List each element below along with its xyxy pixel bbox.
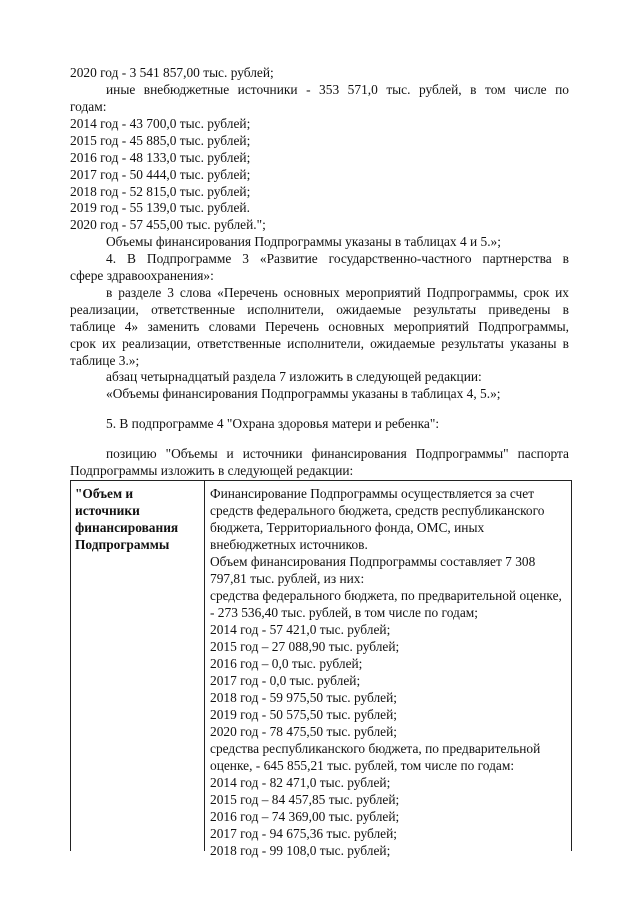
content-line: 2014 год - 82 471,0 тыс. рублей;	[210, 775, 391, 790]
text-line: «Объемы финансирования Подпрограммы указаны в таблицах 4, 5.»;	[106, 386, 501, 401]
text-line: абзац четырнадцатый раздела 7 изложить в следующей редакции:	[106, 369, 482, 384]
content-line: средства федерального бюджета, по предварительной оценке,	[210, 588, 562, 603]
content-line: 2018 год - 59 975,50 тыс. рублей;	[210, 690, 397, 705]
content-line: 797,81 тыс. рублей, из них:	[210, 571, 365, 586]
text-line: таблице 4» заменить словами Перечень основных мероприятий Подпрограммы,	[70, 319, 569, 334]
text-line: 2015 год - 45 885,0 тыс. рублей;	[70, 133, 251, 148]
content-line: средства республиканского бюджета, по предварительной	[210, 741, 541, 756]
label-line: Подпрограммы	[75, 537, 170, 552]
content-line: средств федерального бюджета, средств республиканского	[210, 503, 545, 518]
financing-table	[70, 480, 572, 858]
text-line: 2020 год - 57 455,00 тыс. рублей.";	[70, 217, 266, 232]
text-line: 2016 год - 48 133,0 тыс. рублей;	[70, 150, 251, 165]
text-line: 2020 год - 3 541 857,00 тыс. рублей;	[70, 65, 274, 80]
content-line: Объем финансирования Подпрограммы составляет 7 308	[210, 554, 536, 569]
content-line: 2014 год - 57 421,0 тыс. рублей;	[210, 622, 391, 637]
content-line: Финансирование Подпрограммы осуществляется за счет	[210, 486, 535, 501]
table-label-cell	[75, 485, 201, 553]
text-line: 5. В подпрограмме 4 "Охрана здоровья матери и ребенка":	[106, 416, 440, 431]
content-line: 2017 год - 0,0 тыс. рублей;	[210, 673, 361, 688]
text-line: 2018 год - 52 815,0 тыс. рублей;	[70, 184, 251, 199]
content-line: - 273 536,40 тыс. рублей, в том числе по годам;	[210, 605, 478, 620]
column-divider	[204, 481, 205, 851]
label-line: источники	[75, 503, 140, 518]
content-line: 2015 год – 27 088,90 тыс. рублей;	[210, 639, 400, 654]
content-line: 2018 год - 99 108,0 тыс. рублей;	[210, 843, 391, 858]
text-line: позицию "Объемы и источники финансирования Подпрограммы" паспорта	[106, 446, 569, 461]
content-line: 2016 год – 74 369,00 тыс. рублей;	[210, 809, 400, 824]
content-line: 2016 год – 0,0 тыс. рублей;	[210, 656, 363, 671]
text-line: в разделе 3 слова «Перечень основных мероприятий Подпрограммы, срок их	[106, 285, 569, 300]
text-line: таблице 3.»;	[70, 353, 140, 368]
content-line: 2017 год - 94 675,36 тыс. рублей;	[210, 826, 397, 841]
text-line: 4. В Подпрограмме 3 «Развитие государственно-частного партнерства в	[106, 251, 569, 266]
text-line: 2014 год - 43 700,0 тыс. рублей;	[70, 116, 251, 131]
content-line: внебюджетных источников.	[210, 537, 368, 552]
text-line: Подпрограммы изложить в следующей редакции:	[70, 463, 354, 478]
label-line: финансирования	[75, 520, 179, 535]
text-line: сфере здравоохранения»:	[70, 268, 214, 283]
content-line: бюджета, Территориального фонда, ОМС, иных	[210, 520, 485, 535]
table-content-cell	[210, 485, 565, 859]
text-line: срок их реализации, ответственные исполнители, ожидаемые результаты указаны в	[70, 336, 569, 351]
content-line: 2015 год – 84 457,85 тыс. рублей;	[210, 792, 400, 807]
content-line: 2019 год - 50 575,50 тыс. рублей;	[210, 707, 397, 722]
text-line: иные внебюджетные источники - 353 571,0 тыс. рублей, в том числе по	[106, 82, 569, 97]
text-line: Объемы финансирования Подпрограммы указаны в таблицах 4 и 5.»;	[106, 234, 501, 249]
text-line: 2019 год - 55 139,0 тыс. рублей.	[70, 200, 250, 215]
text-line: годам:	[70, 99, 107, 114]
text-line: реализации, ответственные исполнители, ожидаемые результаты приведены в	[70, 302, 569, 317]
content-line: оценке, - 645 855,21 тыс. рублей, том числе по годам:	[210, 758, 515, 773]
content-line: 2020 год - 78 475,50 тыс. рублей;	[210, 724, 397, 739]
label-line: "Объем и	[75, 486, 134, 501]
text-line: 2017 год - 50 444,0 тыс. рублей;	[70, 167, 251, 182]
